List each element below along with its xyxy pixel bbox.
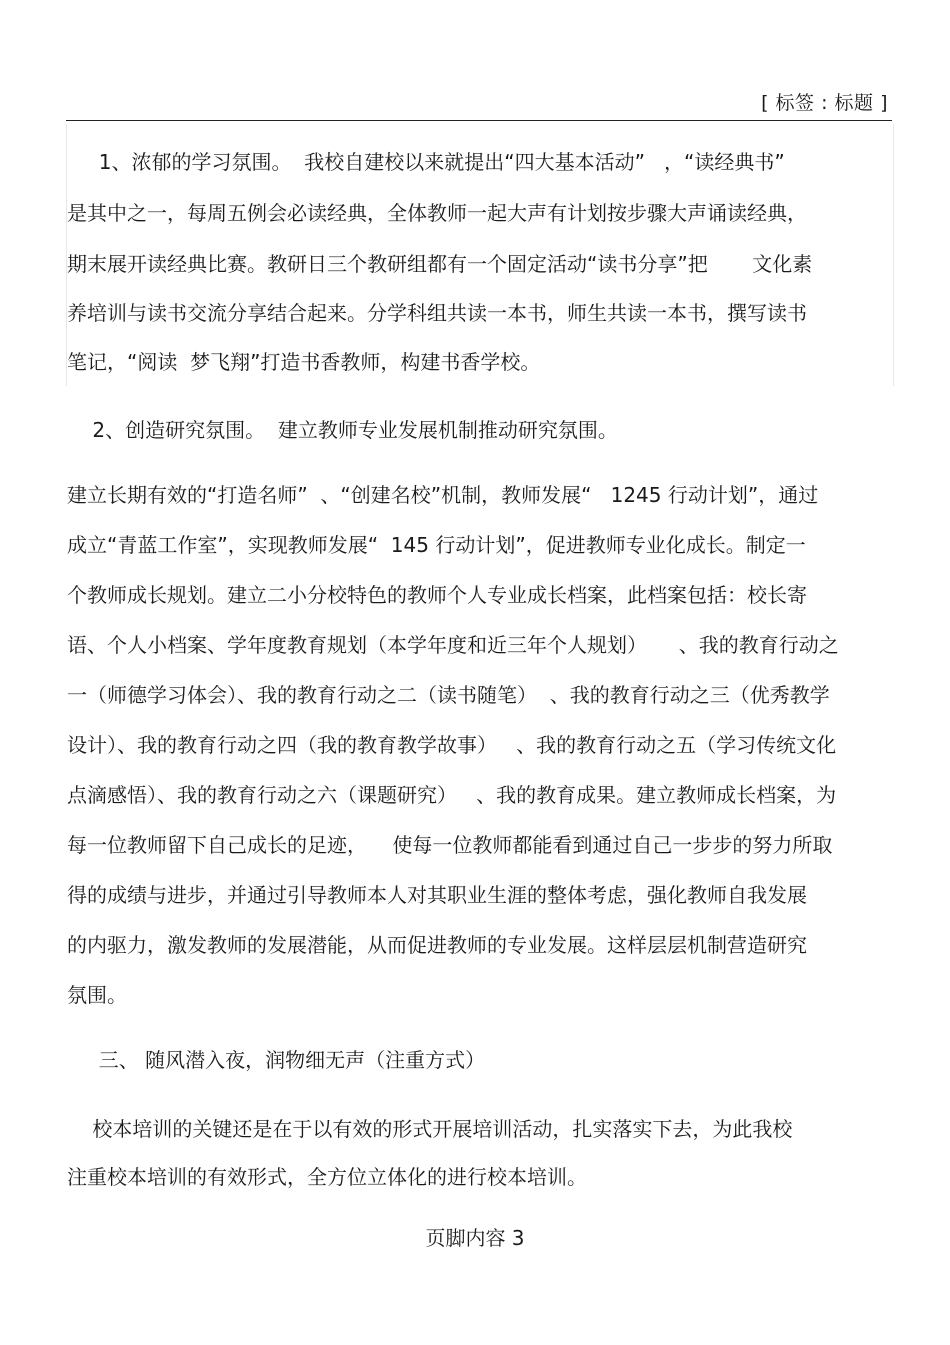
text-line: 期末展开读经典比赛。教研日三个教研组都有一个固定活动“读书分享”把 文化素 <box>67 252 813 276</box>
page-footer: 页脚内容 3 <box>425 1226 525 1250</box>
text-line: 建立长期有效的“打造名师” 、“创建名校”机制，教师发展“ 1245 行动计划”，通过 <box>67 483 819 507</box>
section-heading: 三、 随风潜入夜，润物细无声（注重方式） <box>67 1048 486 1072</box>
header-tag: [ 标签 : 标题 ] <box>761 92 888 114</box>
text-line: 校本培训的关键还是在于以有效的形式开展培训活动，扎实落实下去，为此我校 <box>67 1117 793 1141</box>
text-line: 个教师成长规划。建立二小分校特色的教师个人专业成长档案，此档案包括：校长寄 <box>67 583 807 607</box>
text-line: 氛围。 <box>67 983 127 1007</box>
text-line: 设计）、我的教育行动之四（我的教育教学故事） 、我的教育行动之五（学习传统文化 <box>67 733 837 757</box>
text-line: 点滴感悟）、我的教育行动之六（课题研究） 、我的教育成果。建立教师成长档案，为 <box>67 783 837 807</box>
text-line: 语、个人小档案、学年度教育规划（本学年度和近三年个人规划） 、我的教育行动之 <box>67 633 839 657</box>
text-line: 每一位教师留下自己成长的足迹， 使每一位教师都能看到通过自己一步步的努力所取 <box>67 833 833 857</box>
text-line: 注重校本培训的有效形式，全方位立体化的进行校本培训。 <box>67 1165 587 1189</box>
text-line: 的内驱力，激发教师的发展潜能，从而促进教师的专业发展。这样层层机制营造研究 <box>67 933 807 957</box>
text-line: 1、浓郁的学习氛围。 我校自建校以来就提出“四大基本活动” ，“读经典书” <box>67 150 785 174</box>
text-line: 一（师德学习体会）、我的教育行动之二（读书随笔） 、我的教育行动之三（优秀教学 <box>67 683 830 707</box>
text-line: 是其中之一，每周五例会必读经典，全体教师一起大声有计划按步骤大声诵读经典， <box>67 201 807 225</box>
section-heading: 2、创造研究氛围。 建立教师专业发展机制推动研究氛围。 <box>67 418 618 442</box>
text-line: 得的成绩与进步，并通过引导教师本人对其职业生涯的整体考虑，强化教师自我发展 <box>67 883 807 907</box>
text-line: 成立“青蓝工作室”，实现教师发展“ 145 行动计划”，促进教师专业化成长。制定一 <box>67 533 806 557</box>
text-line: 笔记，“阅读 梦飞翔”打造书香教师，构建书香学校。 <box>67 350 541 374</box>
text-line: 养培训与读书交流分享结合起来。分学科组共读一本书，师生共读一本书，撰写读书 <box>67 301 807 325</box>
header-rule <box>66 120 892 121</box>
